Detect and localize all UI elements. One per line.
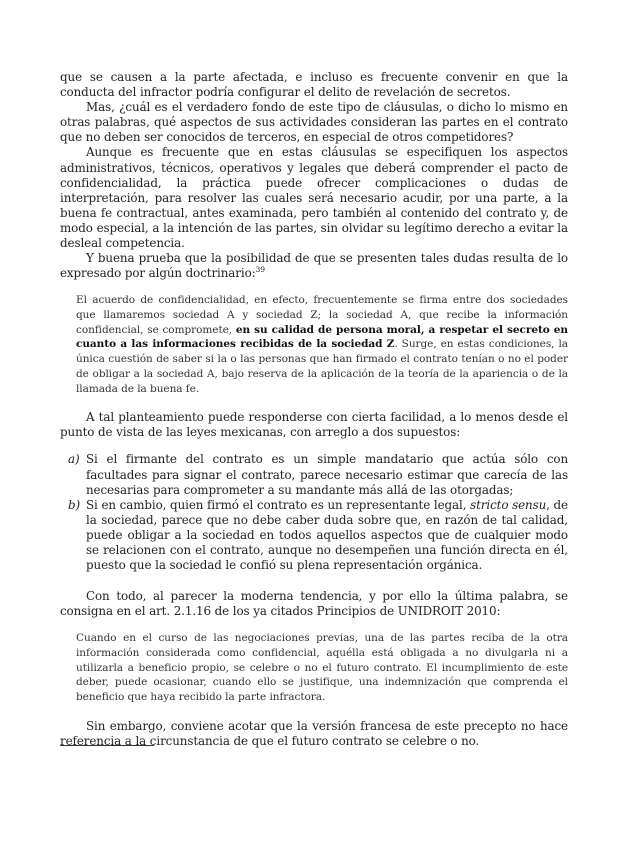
paragraph-3: Aunque es frecuente que en estas cláusulas se especifiquen los aspectos administrativos, técnicos, operativos y legales que deberá comprender el pacto de confidencialidad, la práctica puede ofrecer complicaciones o dudas de interpretación, para resolver las cuales será necesario acudir, por una parte, a la buena fe contractual, antes examinada, pero también al contenido del contrato y, de modo especial, a la intención de las partes, sin olvidar su legítimo derecho a evitar la desleal competencia.	[60, 145, 568, 251]
list-item-label: a)	[68, 452, 80, 467]
block-quote-1	[76, 293, 568, 396]
list-item-italic: stricto sensu	[470, 497, 547, 512]
list-item	[60, 452, 568, 497]
paragraph-4	[60, 251, 568, 281]
quote-1-bold: en su calidad de persona moral, a respetar el secreto en cuanto a las informaciones recibidas de la sociedad Z	[76, 323, 568, 351]
list-item-text: Si el firmante del contrato es un simple mandatario que actúa sólo con facultades para signar el contrato, parece necesario estimar que carecía de las necesarias para comprometer a su mandante más allá de las otorgadas;	[86, 452, 568, 497]
block-quote-2: Cuando en el curso de las negociaciones previas, una de las partes reciba de la otra información considerada como confidencial, aquélla está obligada a no divulgarla ni a utilizarla a beneficio propio, se celebre o no el futuro contrato. El incumplimiento de este deber, puede ocasionar, cuando ello se justifique, una indemnización que comprenda el beneficio que haya recibido la parte infractora.	[76, 632, 568, 704]
paragraph-7: Sin embargo, conviene acotar que la versión francesa de este precepto no hace referencia a la circunstancia de que el futuro contrato se celebre o no.	[60, 718, 568, 748]
list-item	[60, 498, 568, 573]
quote-1-text-end: . Surge, en estas condiciones, la única cuestión de saber si la o las personas que han firmado el contrato tenían o no el poder de obligar a la sociedad A, bajo reserva de la aplicación de la teoría de la apariencia o de la llamada de la buena fe.	[76, 338, 569, 395]
quote-1-text: El acuerdo de confidencialidad, en efecto, frecuentemente se firma entre dos sociedades que llamaremos sociedad A y sociedad Z; la sociedad A, que recibe la información confidencial, se compromete,	[76, 294, 568, 336]
supuestos-list	[60, 452, 568, 573]
document-page	[60, 70, 568, 749]
paragraph-1: que se causen a la parte afectada, e incluso es frecuente convenir en que la conducta del infractor podría configurar el delito de revelación de secretos.	[60, 70, 568, 100]
footnote-ref-39: 39	[255, 265, 265, 275]
list-item-text: Si en cambio, quien firmó el contrato es un representante legal,	[86, 497, 471, 512]
paragraph-5: A tal planteamiento puede responderse con cierta facilidad, a lo menos desde el punto de vista de las leyes mexicanas, con arreglo a dos supuestos:	[60, 410, 568, 440]
list-item-label: b)	[68, 497, 81, 512]
paragraph-4-text: Y buena prueba que la posibilidad de que se presenten tales dudas resulta de lo expresado por algún doctrinario:	[60, 251, 568, 281]
list-item-text-end: , de la sociedad, parece que no debe caber duda sobre que, en razón de tal calidad, puede obligar a la sociedad en todos aquellos aspectos que de cualquier modo se relacionen con el contrato, aunque no desempeñen una función directa en él, puesto que la sociedad le confió su plena representación orgánica.	[86, 497, 568, 573]
paragraph-6: Con todo, al parecer la moderna tendencia, y por ello la última palabra, se consigna en el art. 2.1.16 de los ya citados Principios de UNIDROIT 2010:	[60, 589, 568, 619]
footnote-separator	[60, 745, 154, 746]
paragraph-2: Mas, ¿cuál es el verdadero fondo de este tipo de cláusulas, o dicho lo mismo en otras palabras, qué aspectos de sus actividades consideran las partes en el contrato que no deben ser conocidos de terceros, en especial de otros competidores?	[60, 100, 568, 145]
